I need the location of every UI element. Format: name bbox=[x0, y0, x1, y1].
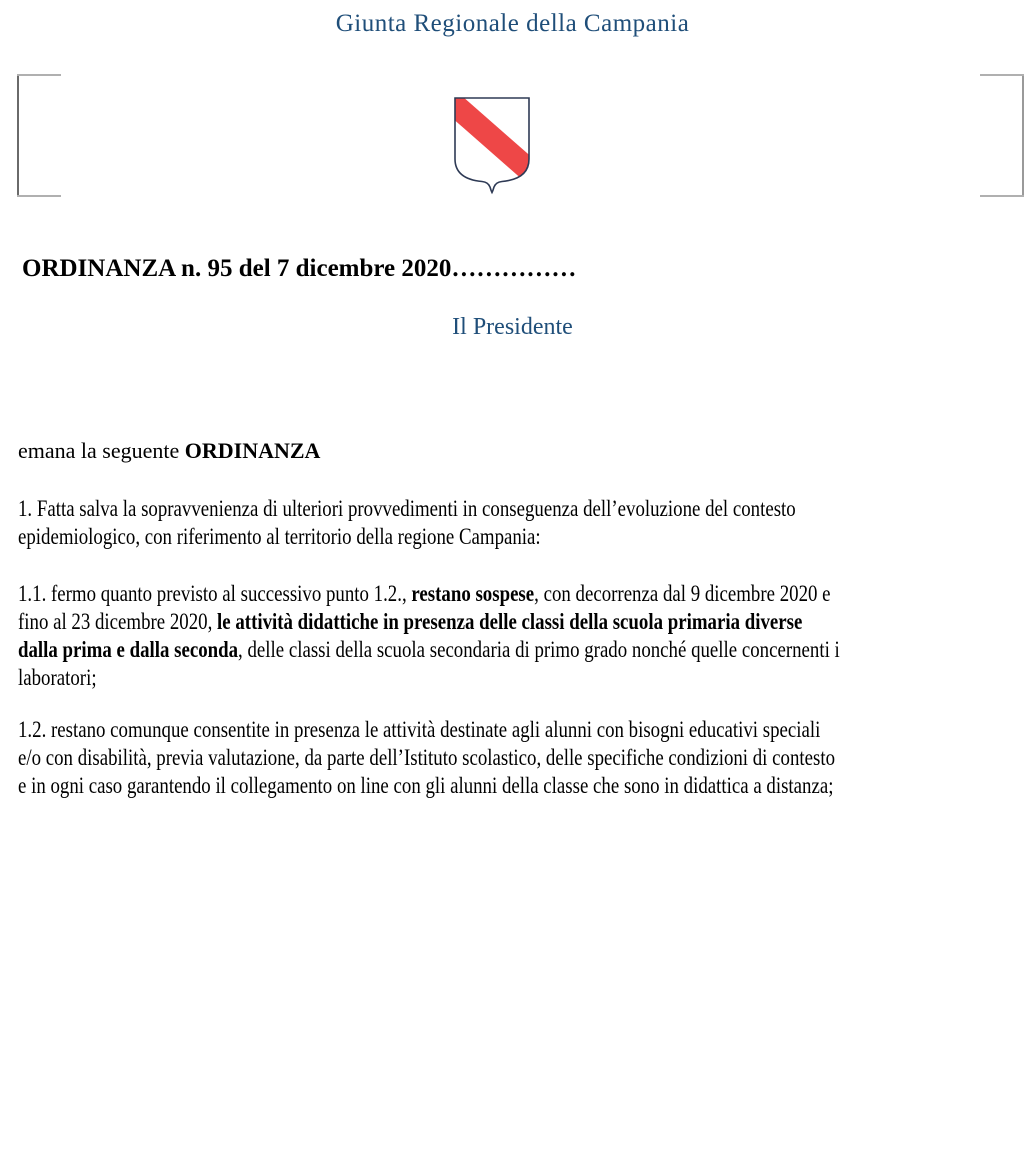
table-edge-left-bottom-line bbox=[17, 195, 61, 197]
issuer-heading: Il Presidente bbox=[452, 314, 573, 340]
table-edge-right bbox=[980, 74, 1024, 197]
text-line bbox=[18, 495, 796, 523]
text-line bbox=[18, 664, 840, 692]
text-segment: laboratori; bbox=[18, 665, 97, 690]
text-segment: le attività didattiche in presenza delle classi della scuola primaria diverse bbox=[217, 609, 803, 634]
text-segment: , delle classi della scuola secondaria di primo grado nonché quelle concernenti i bbox=[238, 637, 840, 662]
text-segment: fino al 23 dicembre 2020, bbox=[18, 609, 218, 634]
text-segment: epidemiologico, con riferimento al territorio della regione Campania: bbox=[18, 524, 541, 549]
text-line bbox=[18, 772, 835, 800]
text-segment: 1.2. restano comunque consentite in presenza le attività destinate agli alunni con bisogni educativi speciali bbox=[18, 717, 821, 742]
text-segment: 1.1. fermo quanto previsto al successivo punto 1.2., bbox=[18, 581, 412, 606]
paragraph-1-1 bbox=[18, 580, 840, 692]
text-line bbox=[18, 608, 840, 636]
text-line bbox=[18, 716, 835, 744]
page-title: Giunta Regionale della Campania bbox=[335, 10, 690, 37]
text-segment: restano sospese bbox=[411, 581, 535, 606]
text-segment: emana la seguente bbox=[18, 438, 185, 463]
ordinance-title: ORDINANZA n. 95 del 7 dicembre 2020…………… bbox=[22, 255, 577, 282]
paragraph-1 bbox=[18, 495, 796, 551]
text-line bbox=[18, 744, 835, 772]
enactment-line bbox=[18, 438, 320, 464]
table-edge-left-vertical-line bbox=[17, 74, 19, 197]
table-edge-right-bottom-line bbox=[980, 195, 1024, 197]
campania-coat-of-arms-icon bbox=[452, 95, 532, 196]
shield-icon bbox=[452, 95, 532, 196]
table-edge-left-top-line bbox=[17, 74, 61, 76]
paragraph-1-2 bbox=[18, 716, 835, 800]
text-line bbox=[18, 636, 840, 664]
text-segment: , con decorrenza dal 9 dicembre 2020 e bbox=[534, 581, 831, 606]
text-segment: e/o con disabilità, previa valutazione, da parte dell’Istituto scolastico, delle specifiche condizioni di contesto bbox=[18, 745, 836, 770]
table-edge-left bbox=[17, 74, 61, 197]
table-edge-right-top-line bbox=[980, 74, 1024, 76]
text-segment: e in ogni caso garantendo il collegamento on line con gli alunni della classe che sono in didattica a distanza; bbox=[18, 773, 834, 798]
text-segment: 1. Fatta salva la sopravvenienza di ulteriori provvedimenti in conseguenza dell’evoluzione del contesto bbox=[18, 496, 796, 521]
text-segment: ORDINANZA bbox=[184, 438, 321, 463]
text-line bbox=[18, 580, 840, 608]
table-edge-right-vertical-line bbox=[1022, 74, 1024, 197]
text-line bbox=[18, 523, 796, 551]
text-segment: dalla prima e dalla seconda bbox=[18, 637, 239, 662]
